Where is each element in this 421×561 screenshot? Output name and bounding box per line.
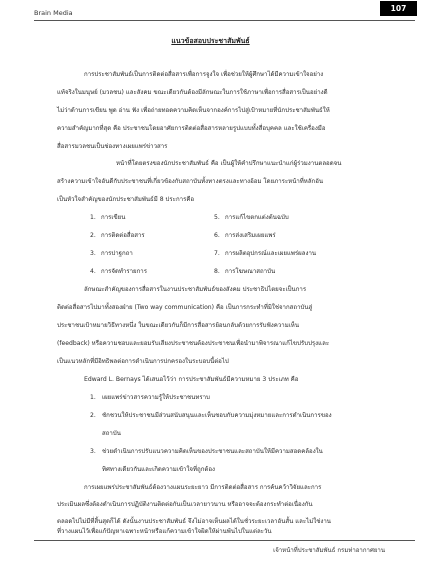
paragraph-line: เป็นหัวใจสำคัญของนักประชาสัมพันธ์มี 8 ประการคือ xyxy=(57,196,195,203)
bernays-item-line: เผยแพร่ข่าวสารความรู้ให้ประชาชนทราบ xyxy=(102,394,210,401)
duty-item: การโฆษณาสถาบัน xyxy=(225,268,276,275)
paragraph-line: การประชาสัมพันธ์เป็นการติดต่อสื่อสารเพื่อการจูงใจ เพื่อช่วยให้ผู้ศึกษาได้มีความเข้าใจอย่าง xyxy=(84,71,324,78)
bernays-item-line: สถาบัน xyxy=(102,430,121,437)
bernays-item-line: ทิศทางเดียวกันและเกิดความเข้าใจที่ถูกต้อง xyxy=(102,466,215,473)
footer-rule xyxy=(34,540,415,541)
paragraph-line: (feedback) หรือความชอบและยอมรับเสียงประชาชนต้องประชาชนเพื่อนำมาพิจารณาแก้ไขปรับปรุงและ xyxy=(57,340,330,347)
paragraph-line: ประเมินผลซึ่งต้องดำเนินการปฏิบัติงานติดต่อกันเป็นเวลายาวนาน หรืออาจจะต้องกระทำต่อเนื่องกัน xyxy=(57,501,313,508)
duty-number: 4. xyxy=(90,268,96,275)
paragraph-line: สื่อสารมวลชนเป็นช่องทางเผยแพร่ข่าวสาร xyxy=(57,143,168,150)
duty-item: การเขียน xyxy=(101,214,126,221)
bernays-number: 3. xyxy=(90,448,96,455)
duty-number: 7. xyxy=(214,250,220,257)
paragraph-line: ไม่ว่าด้านการเขียน พูด อ่าน ฟัง เพื่อถ่ายทอดความคิดเห็นจากองค์การไปสู่เป้าหมายที่นักประชาสัมพันธ์ให้ xyxy=(57,107,330,114)
duty-number: 3. xyxy=(90,250,96,257)
duty-number: 1. xyxy=(90,214,96,221)
paragraph-line: การเผยแพร่ประชาสัมพันธ์ต้องวางแผนระยะยาว มีการติดต่อสื่อสาร การค้นคว้าวิจัยและการ xyxy=(84,484,322,491)
bernays-number: 1. xyxy=(90,394,96,401)
paragraph-line: สร้างความเข้าใจอันดีกับประชาชนที่เกี่ยวข้องกับสถาบันทั้งทางตรงและทางอ้อม โดยภาระหน้าที่หลักอัน xyxy=(57,178,324,185)
duty-number: 6. xyxy=(214,232,220,239)
brand-name: Brain Media xyxy=(34,9,73,17)
duty-number: 5. xyxy=(214,214,220,221)
bernays-intro: Edward L. Bernays ได้เสนอไว้ว่า การประชาสัมพันธ์มีความหมาย 3 ประเภท คือ xyxy=(84,376,299,383)
page-number: 107 xyxy=(390,4,407,13)
page-title: แนวข้อสอบประชาสัมพันธ์ xyxy=(171,37,250,45)
bernays-item-line: ชักชวนให้ประชาชนมีส่วนสนับสนุนและเห็นชอบกับความมุ่งหมายและการดำเนินการของ xyxy=(102,412,332,419)
paragraph-line: ติดต่อสื่อสารไปมาทั้งสองฝ่าย (Two way communication) คือ เป็นการกระทำที่มิใช่จากสถาบันสู่ xyxy=(57,304,313,311)
header-rule xyxy=(34,20,415,21)
duty-item: การปาฐกถา xyxy=(101,250,133,257)
paragraph-line: เป็นแนวหลักที่มีอิทธิพลต่อการดำเนินการปกครองในระบอบนี้ต่อไป xyxy=(57,358,229,365)
paragraph-line: ความสำคัญมากที่สุด คือ ประชาชนโดยอาศัยการติดต่อสื่อสารหลายรูปแบบทั้งสื่อบุคคล และใช้เครื่องมือ xyxy=(57,125,326,132)
footer-text: เจ้าหน้าที่ประชาสัมพันธ์ กรมท่าอากาศยาน xyxy=(273,547,385,554)
paragraph-line: ประชาชนเป้าหมายวิธีทางหนึ่ง ในขณะเดียวกันก็มีการสื่อสารย้อนกลับด้วยการรับฟังความเห็น xyxy=(57,322,299,329)
paragraph-line: แท้จริงในมนุษย์ (มวลชน) และสังคม ขณะเดียวกันต้องมีลักษณะในการใช้ภาษาเพื่อการสื่อสารเป็นอย่างดี xyxy=(57,89,328,96)
paragraph-line: ที่วางแผนไว้เพื่อแก้ปัญหาเฉพาะหน้าหรือแก้ความเข้าใจผิดให้ผ่านพ้นไปในแต่ละวัน xyxy=(57,528,272,535)
duty-item: การจัดทำรายการ xyxy=(101,268,148,275)
page-number-box xyxy=(380,1,417,16)
paragraph-line: ตลอดไปไม่มีที่สิ้นสุดก็ได้ ดังนั้นงานประชาสัมพันธ์ จึงไม่อาจเห็นผลได้ในชั่วระยะเวลาอันสั้น และไม่ใช่งาน xyxy=(57,518,331,525)
paragraph-line: ลักษณะสำคัญของการสื่อสารในงานประชาสัมพันธ์ของสังคม ประชาธิปไตยจะเป็นการ xyxy=(84,286,307,293)
paragraph-line: หน้าที่โดยตรงของนักประชาสัมพันธ์ คือ เป็นผู้ให้คำปรึกษาแนะนำแก่ผู้ร่วมงานตลอดจน xyxy=(116,160,342,167)
duty-number: 8. xyxy=(214,268,220,275)
duty-item: การผลิตอุปกรณ์และเผยแพร่ผลงาน xyxy=(225,250,317,257)
duty-item: การแก้ไขตกแต่งต้นฉบับ xyxy=(225,214,289,221)
duty-item: การติดต่อสื่อสาร xyxy=(101,232,145,239)
bernays-number: 2. xyxy=(90,412,96,419)
duty-number: 2. xyxy=(90,232,96,239)
duty-item: การส่งเสริมเผยแพร่ xyxy=(225,232,276,239)
bernays-item-line: ช่วยดำเนินการปรับแนวความคิดเห็นของประชาชนและสถาบันให้มีความสอดคล้องใน xyxy=(102,448,323,455)
